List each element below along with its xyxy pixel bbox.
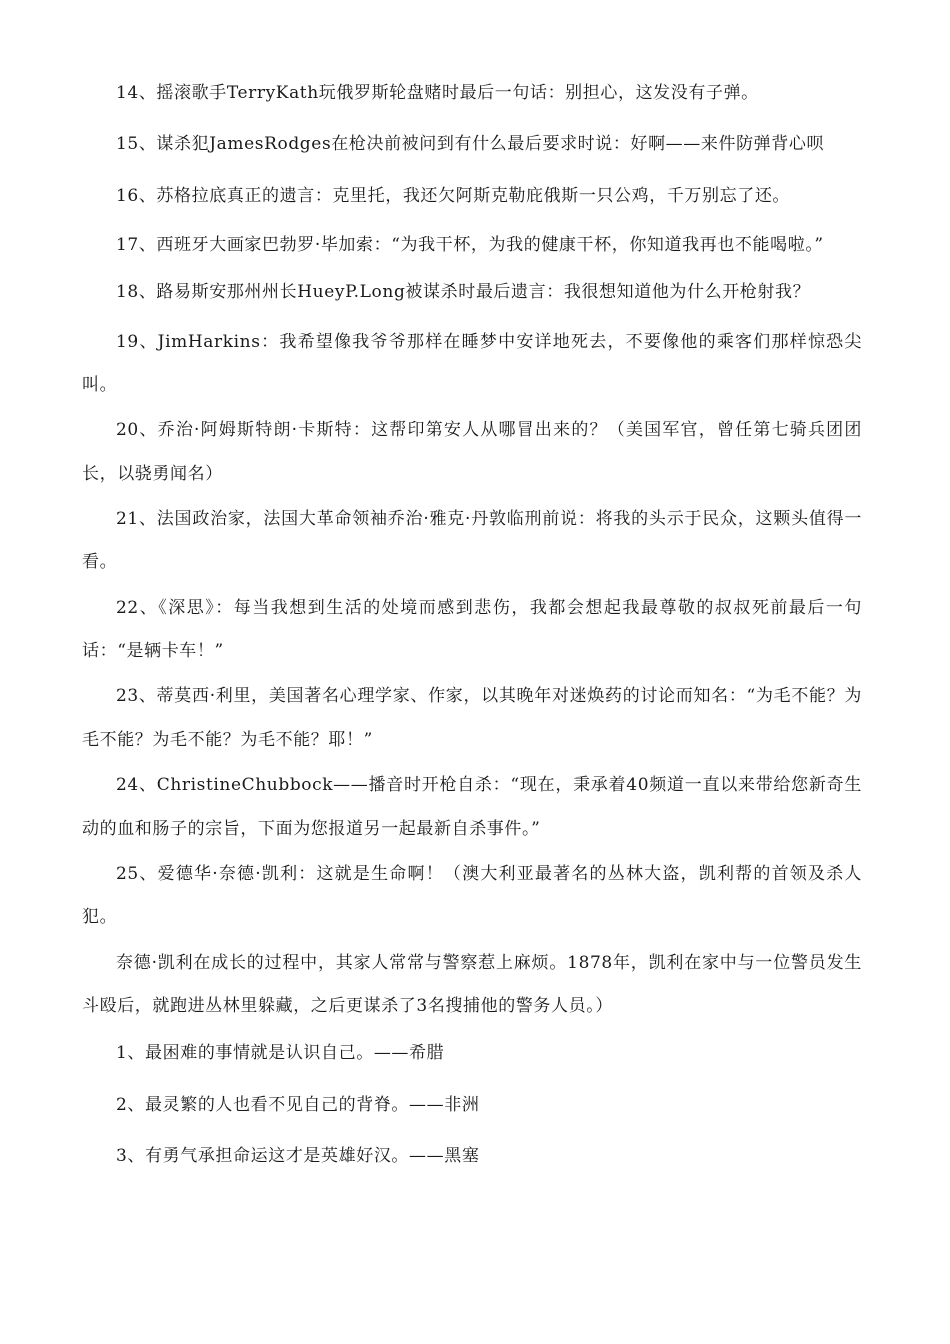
- paragraph-22: 22、《深思》：每当我想到生活的处境而感到悲伤，我都会想起我最尊敬的叔叔死前最后一句话：“是辆卡车！”: [82, 597, 862, 662]
- paragraph-17: 17、西班牙大画家巴勃罗·毕加索：“为我干杯，为我的健康干杯，你知道我再也不能喝啦。”: [116, 235, 824, 256]
- document-page: [82, 80, 862, 1194]
- paragraph-25: 25、爱德华·奈德·凯利：这就是生命啊！（澳大利亚最著名的丛林大盗，凯利帮的首领及杀人犯。: [82, 863, 862, 928]
- quote-3: 3、有勇气承担命运这才是英雄好汉。——黑塞: [116, 1145, 480, 1166]
- paragraph-20: 20、乔治·阿姆斯特朗·卡斯特：这帮印第安人从哪冒出来的？（美国军官，曾任第七骑兵团团长，以骁勇闻名）: [82, 420, 862, 484]
- paragraph-23: 23、蒂莫西·利里，美国著名心理学家、作家，以其晚年对迷焕药的讨论而知名：“为毛不能？为毛不能？为毛不能？为毛不能？耶！”: [82, 686, 862, 750]
- quote-2: 2、最灵繁的人也看不见自己的背脊。——非洲: [116, 1094, 480, 1115]
- paragraph-21: 21、法国政治家，法国大革命领袖乔治·雅克·丹敦临刑前说：将我的头示于民众，这颗头值得一看。: [82, 509, 862, 573]
- paragraph-16: 16、苏格拉底真正的遗言：克里托，我还欠阿斯克勒庇俄斯一只公鸡，千万别忘了还。: [116, 185, 791, 206]
- paragraph-18: 18、路易斯安那州州长HueyP.Long被谋杀时最后遗言：我很想知道他为什么开枪射我？: [116, 282, 811, 303]
- quote-1: 1、最困难的事情就是认识自己。——希腊: [116, 1043, 445, 1064]
- paragraph-24: 24、ChristineChubbock——播音时开枪自杀：“现在，秉承着40频道一直以来带给您新奇生动的血和肠子的宗旨，下面为您报道另一起最新自杀事件。”: [82, 775, 862, 839]
- paragraph-15: 15、谋杀犯JamesRodges在枪决前被问到有什么最后要求时说：好啊——来件防弹背心呗: [116, 134, 825, 155]
- paragraph-kelly-note: 奈德·凯利在成长的过程中，其家人常常与警察惹上麻烦。1878年，凯利在家中与一位警员发生斗殴后，就跑进丛林里躲藏，之后更谋杀了3名搜捕他的警务人员。）: [82, 952, 862, 1016]
- paragraph-14: 14、摇滚歌手TerryKath玩俄罗斯轮盘赌时最后一句话：别担心，这发没有子弹。: [116, 83, 759, 103]
- paragraph-19: 19、JimHarkins：我希望像我爷爷那样在睡梦中安详地死去，不要像他的乘客们那样惊恐尖叫。: [82, 331, 862, 396]
